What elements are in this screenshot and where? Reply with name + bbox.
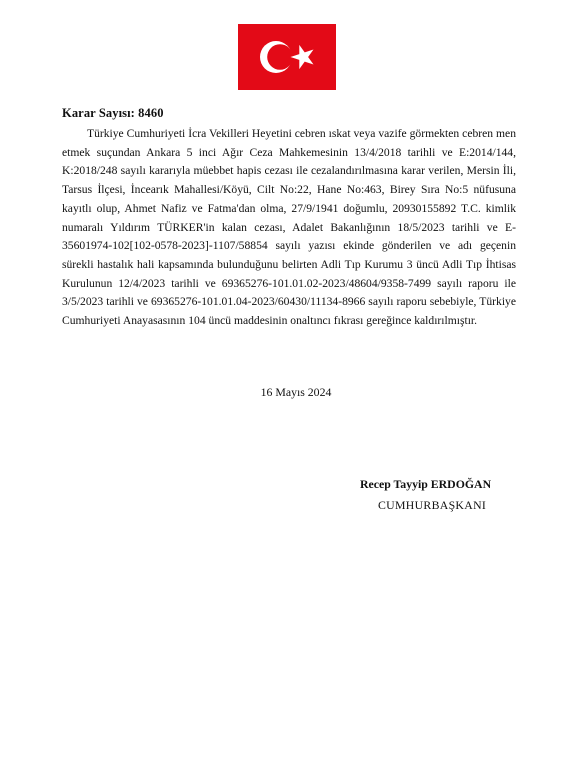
crescent-star-icon	[238, 24, 336, 90]
decision-body-paragraph: Türkiye Cumhuriyeti İcra Vekilleri Heyetini cebren ıskat veya vazife görmekten cebren men etmek suçundan Ankara 5 inci Ağır Ceza Mahkemesinin 13/4/2018 tarihli ve E:2014/144, K:2018/248 sayılı kararıyla müebbet hapis cezası ile cezalandırılmasına karar verilen, Mersin İli, Tarsus İlçesi, İncearık Mahallesi/Köyü, Cilt No:22, Hane No:463, Birey Sıra No:5 nüfusuna kayıtlı olup, Ahmet Nafiz ve Fatma'dan olma, 27/9/1941 doğumlu, 20930155892 T.C. kimlik numaralı Yıldırım TÜRKER'in kalan cezası, Adalet Bakanlığının 18/5/2023 tarihli ve E-35601974-102[102-0578-2023]-1107/58854 sayılı yazısı ekinde gönderilen ve adı geçenin sürekli hastalık hali kapsamında bulunduğunu belirten Adli Tıp Kurumu 3 üncü Adli Tıp İhtisas Kurulunun 12/4/2023 tarihli ve 69365276-101.01.02-2023/48604/9358-7499 sayılı raporu ile 3/5/2023 tarihli ve 69365276-101.01.04-2023/60430/11134-8966 sayılı raporu sebebiyle, Türkiye Cumhuriyeti Anayasasının 104 üncü maddesinin onaltıncı fıkrası gereğince kaldırılmıştır.	[62, 127, 516, 328]
decision-number: Karar Sayısı: 8460	[62, 106, 164, 120]
decision-date: 16 Mayıs 2024	[260, 385, 332, 399]
signer-name: Recep Tayyip ERDOĞAN	[360, 477, 492, 491]
signer-title: CUMHURBAŞKANI	[378, 498, 487, 512]
turkish-flag-icon	[238, 24, 336, 90]
